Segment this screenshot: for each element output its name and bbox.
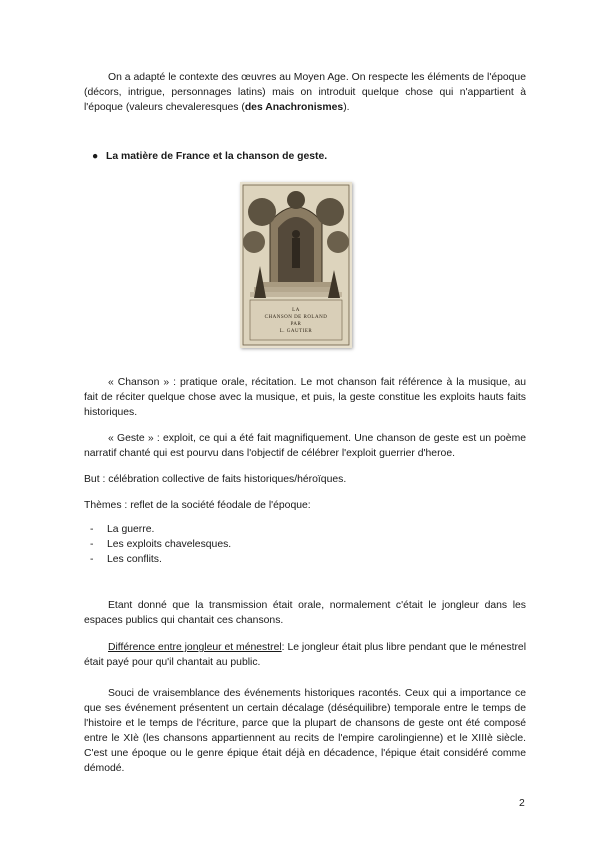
list-item (84, 537, 231, 552)
difference-label: Différence entre jongleur et ménestrel (108, 642, 282, 653)
cover-title-line-4: L. GAUTIER (279, 329, 313, 334)
transmission-paragraph: Etant donné que la transmission était orale, normalement c'était le jongleur dans les espaces publics qui chantait ces chansons. (84, 600, 526, 626)
cover-title-line-3: PAR (290, 322, 302, 327)
intro-bold-text: des Anachronismes (244, 102, 344, 113)
difference-paragraph (84, 640, 526, 670)
geste-definition: « Geste » : exploit, ce qui a été fait magnifiquement. Une chanson de geste est un poème narratif chanté qui est pourvu dans l'objectif de célébrer l'exploit guerrier d'heroe. (84, 433, 526, 459)
list-item (84, 552, 231, 567)
dash-bullet: - (90, 554, 94, 565)
theme-text: La guerre. (107, 524, 155, 535)
but-line: But : célébration collective de faits historiques/héroïques. (84, 474, 347, 485)
dash-bullet: - (90, 539, 94, 550)
dash-bullet: - (90, 524, 94, 535)
difference-text: : Le jongleur était plus libre pendant que le ménestrel était payé pour qu'il chantait au public. (84, 642, 527, 668)
theme-text: Les exploits chavelesques. (107, 539, 232, 550)
intro-text: On a adapté le contexte des œuvres au Moyen Age. On respecte les éléments de l'époque (décors, intrigue, personnages latins) mais on introduit quelque chose qui n'appartient à l'époque (valeurs chevaleresques ( (84, 72, 526, 113)
theme-text: Les conflits. (107, 554, 162, 565)
cover-title-line-2: CHANSON DE ROLAND (264, 315, 328, 320)
intro-paragraph (84, 70, 526, 115)
themes-intro: Thèmes : reflet de la société féodale de l'époque: (84, 500, 311, 511)
bullet-icon: ● (92, 151, 99, 162)
section-heading-text: La matière de France et la chanson de geste. (106, 151, 328, 162)
chanson-definition: « Chanson » : pratique orale, récitation. Le mot chanson fait référence à la musique, au fait de réciter quelque chose avec la musique, et puis, la geste constitue les exploits hauts faits historiques. (84, 377, 526, 418)
souci-paragraph: Souci de vraisemblance des événements historiques racontés. Ceux qui a importance ce que ses événement présentent un certain décalage (déséquilibre) temporale entre le temps de l'histoire et le temps de l'écriture, parce que la plupart de chansons de geste ont été composé entre le XIè (les chansons appartiennent au recits de l'empire carolingienne) et le XIIIè siècle. C'est une époque ou le genre épique était déjà en décadence, l'épique était considéré comme démodé. (84, 688, 526, 774)
cover-title-line-1: LA (292, 308, 300, 313)
section-heading (92, 149, 327, 164)
intro-end: ). (343, 102, 350, 113)
page-number: 2 (519, 798, 525, 809)
list-item (84, 522, 231, 537)
themes-list (84, 522, 231, 567)
book-cover-illustration (240, 182, 352, 348)
